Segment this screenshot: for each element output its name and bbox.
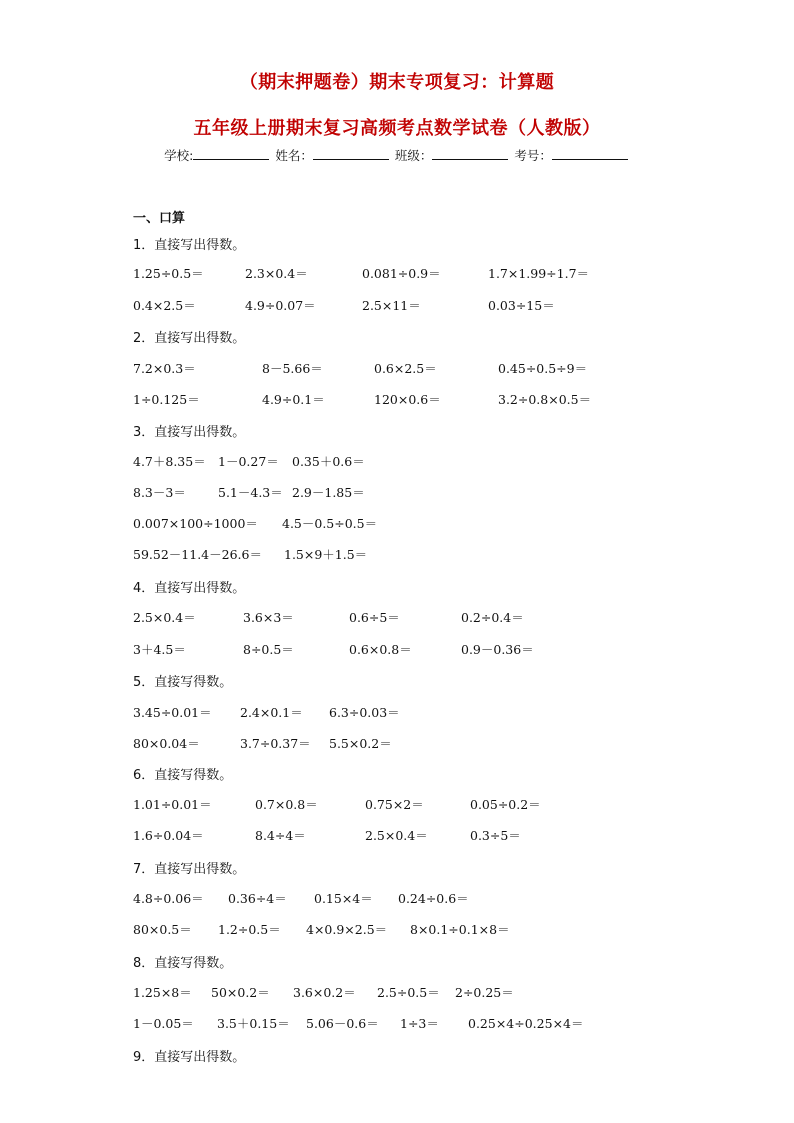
calc-problem: 0.25×4÷0.25×4＝ bbox=[468, 1016, 584, 1031]
calc-problem: 1.6÷0.04＝ bbox=[133, 828, 204, 843]
calc-problem: 1－0.05＝ bbox=[133, 1016, 194, 1031]
calc-problem: 0.7×0.8＝ bbox=[255, 797, 318, 812]
calc-problem: 80×0.5＝ bbox=[133, 922, 192, 937]
question-label: 4．直接写出得数。 bbox=[133, 581, 246, 596]
calc-problem: 1.25÷0.5＝ bbox=[133, 266, 204, 281]
calc-problem: 8.4÷4＝ bbox=[255, 828, 306, 843]
calc-problem: 0.75×2＝ bbox=[365, 797, 424, 812]
question-label: 9．直接写出得数。 bbox=[133, 1050, 246, 1065]
calc-problem: 4.9÷0.1＝ bbox=[262, 392, 325, 407]
calc-problem: 2.5÷0.5＝ bbox=[377, 985, 440, 1000]
question-label: 8．直接写得数。 bbox=[133, 956, 233, 971]
calc-problem: 4.8÷0.06＝ bbox=[133, 891, 204, 906]
calc-problem: 2.4×0.1＝ bbox=[240, 705, 303, 720]
name-blank[interactable] bbox=[313, 147, 389, 160]
calc-problem: 3.6×0.2＝ bbox=[293, 985, 356, 1000]
calc-problem: 2.5×0.4＝ bbox=[133, 610, 196, 625]
calc-problem: 8.3－3＝ bbox=[133, 485, 186, 500]
calc-problem: 4.9÷0.07＝ bbox=[245, 298, 316, 313]
calc-problem: 1÷0.125＝ bbox=[133, 392, 200, 407]
calc-problem: 0.24÷0.6＝ bbox=[398, 891, 469, 906]
calc-problem: 80×0.04＝ bbox=[133, 736, 200, 751]
calc-problem: 59.52－11.4－26.6＝ bbox=[133, 547, 262, 562]
calc-problem: 3.7÷0.37＝ bbox=[240, 736, 311, 751]
class-label: 班级： bbox=[394, 148, 433, 163]
calc-problem: 1－0.27＝ bbox=[218, 454, 279, 469]
school-label: 学校: bbox=[164, 148, 194, 163]
calc-problem: 1.01÷0.01＝ bbox=[133, 797, 212, 812]
calc-problem: 0.6÷5＝ bbox=[349, 610, 400, 625]
calc-problem: 4.7＋8.35＝ bbox=[133, 454, 206, 469]
calc-problem: 0.15×4＝ bbox=[314, 891, 373, 906]
calc-problem: 120×0.6＝ bbox=[374, 392, 441, 407]
calc-problem: 0.007×100÷1000＝ bbox=[133, 516, 258, 531]
calc-problem: 5.5×0.2＝ bbox=[329, 736, 392, 751]
calc-problem: 0.36÷4＝ bbox=[228, 891, 287, 906]
calc-problem: 5.06－0.6＝ bbox=[306, 1016, 379, 1031]
calc-problem: 1÷3＝ bbox=[400, 1016, 439, 1031]
calc-problem: 2.5×0.4＝ bbox=[365, 828, 428, 843]
calc-problem: 2.3×0.4＝ bbox=[245, 266, 308, 281]
calc-problem: 3.2÷0.8×0.5＝ bbox=[498, 392, 592, 407]
calc-problem: 1.2÷0.5＝ bbox=[218, 922, 281, 937]
calc-problem: 5.1－4.3＝ bbox=[218, 485, 283, 500]
class-blank[interactable] bbox=[432, 147, 508, 160]
calc-problem: 8÷0.5＝ bbox=[243, 642, 294, 657]
calc-problem: 1.5×9＋1.5＝ bbox=[284, 547, 368, 562]
calc-problem: 0.2÷0.4＝ bbox=[461, 610, 524, 625]
question-label: 1．直接写出得数。 bbox=[133, 238, 246, 253]
question-label: 3．直接写出得数。 bbox=[133, 425, 246, 440]
calc-problem: 7.2×0.3＝ bbox=[133, 361, 196, 376]
calc-problem: 0.9－0.36＝ bbox=[461, 642, 534, 657]
calc-problem: 6.3÷0.03＝ bbox=[329, 705, 400, 720]
calc-problem: 2.9－1.85＝ bbox=[292, 485, 365, 500]
calc-problem: 8－5.66＝ bbox=[262, 361, 323, 376]
calc-problem: 0.03÷15＝ bbox=[488, 298, 555, 313]
exam-subtitle: 五年级上册期末复习高频考点数学试卷（人教版） bbox=[193, 118, 601, 139]
calc-problem: 0.6×2.5＝ bbox=[374, 361, 437, 376]
calc-problem: 0.05÷0.2＝ bbox=[470, 797, 541, 812]
calc-problem: 8×0.1÷0.1×8＝ bbox=[410, 922, 510, 937]
calc-problem: 4×0.9×2.5＝ bbox=[306, 922, 388, 937]
calc-problem: 3.5＋0.15＝ bbox=[217, 1016, 290, 1031]
calc-problem: 1.7×1.99÷1.7＝ bbox=[488, 266, 590, 281]
calc-problem: 0.45÷0.5÷9＝ bbox=[498, 361, 588, 376]
calc-problem: 3.6×3＝ bbox=[243, 610, 294, 625]
name-label: 姓名： bbox=[275, 148, 313, 163]
question-label: 5．直接写得数。 bbox=[133, 675, 233, 690]
calc-problem: 0.4×2.5＝ bbox=[133, 298, 196, 313]
calc-problem: 2.5×11＝ bbox=[362, 298, 421, 313]
calc-problem: 1.25×8＝ bbox=[133, 985, 192, 1000]
calc-problem: 0.35＋0.6＝ bbox=[292, 454, 365, 469]
school-blank[interactable] bbox=[193, 147, 269, 160]
exam-number-blank[interactable] bbox=[552, 147, 628, 160]
calc-problem: 3＋4.5＝ bbox=[133, 642, 186, 657]
calc-problem: 0.3÷5＝ bbox=[470, 828, 521, 843]
calc-problem: 50×0.2＝ bbox=[211, 985, 270, 1000]
student-info-line bbox=[0, 146, 794, 164]
exam-number-label: 考号： bbox=[514, 148, 552, 163]
exam-title: （期末押题卷）期末专项复习：计算题 bbox=[239, 72, 555, 93]
calc-problem: 2÷0.25＝ bbox=[455, 985, 514, 1000]
question-label: 2．直接写出得数。 bbox=[133, 331, 246, 346]
calc-problem: 4.5－0.5÷0.5＝ bbox=[282, 516, 378, 531]
section-title: 一、口算 bbox=[133, 211, 186, 226]
calc-problem: 0.081÷0.9＝ bbox=[362, 266, 441, 281]
question-label: 6．直接写得数。 bbox=[133, 768, 233, 783]
question-label: 7．直接写出得数。 bbox=[133, 862, 246, 877]
calc-problem: 0.6×0.8＝ bbox=[349, 642, 412, 657]
calc-problem: 3.45÷0.01＝ bbox=[133, 705, 212, 720]
